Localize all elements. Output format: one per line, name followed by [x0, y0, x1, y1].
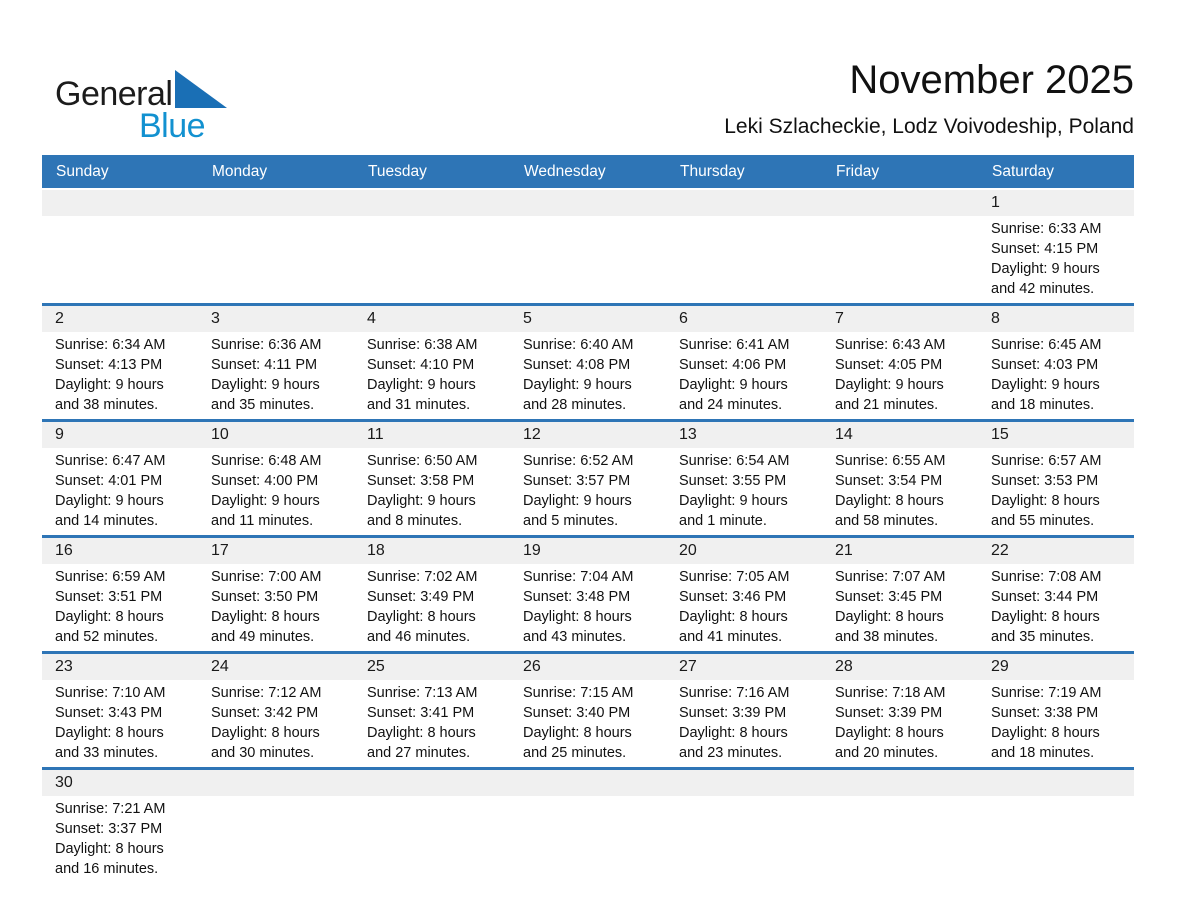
sunrise-text: Sunrise: 6:41 AM	[679, 337, 790, 353]
daylight-text: Daylight: 9 hours and 28 minutes.	[523, 377, 632, 413]
sunset-text: Sunset: 3:48 PM	[523, 589, 631, 605]
day-cell-21	[822, 538, 978, 651]
day-cell-empty	[666, 190, 822, 303]
sunset-text: Sunset: 3:39 PM	[835, 705, 943, 721]
sunrise-text: Sunrise: 7:07 AM	[835, 569, 946, 585]
day-cell-26	[510, 654, 666, 767]
day-details	[510, 448, 666, 535]
day-cell-2	[42, 306, 198, 419]
day-number: 16	[42, 538, 198, 564]
day-number-empty	[354, 770, 510, 796]
day-number: 12	[510, 422, 666, 448]
day-details	[354, 332, 510, 419]
day-cell-7	[822, 306, 978, 419]
week-row	[42, 654, 1134, 770]
day-details	[666, 216, 822, 296]
sunset-text: Sunset: 3:50 PM	[211, 589, 319, 605]
day-cell-4	[354, 306, 510, 419]
day-details	[666, 796, 822, 876]
day-number-empty	[978, 770, 1134, 796]
day-details	[822, 216, 978, 296]
day-details	[822, 448, 978, 535]
sunset-text: Sunset: 4:01 PM	[55, 473, 163, 489]
day-details	[198, 332, 354, 419]
sunrise-text: Sunrise: 7:02 AM	[367, 569, 478, 585]
daylight-text: Daylight: 8 hours and 16 minutes.	[55, 841, 164, 877]
daylight-text: Daylight: 9 hours and 38 minutes.	[55, 377, 164, 413]
sunrise-text: Sunrise: 6:52 AM	[523, 453, 634, 469]
daylight-text: Daylight: 9 hours and 21 minutes.	[835, 377, 944, 413]
daylight-text: Daylight: 8 hours and 55 minutes.	[991, 493, 1100, 529]
general-blue-logo	[55, 68, 227, 146]
day-number: 1	[978, 190, 1134, 216]
day-details	[978, 564, 1134, 651]
day-cell-9	[42, 422, 198, 535]
day-number: 4	[354, 306, 510, 332]
sunset-text: Sunset: 4:00 PM	[211, 473, 319, 489]
daylight-text: Daylight: 9 hours and 5 minutes.	[523, 493, 632, 529]
sunrise-text: Sunrise: 7:21 AM	[55, 801, 166, 817]
day-details	[198, 448, 354, 535]
day-details	[198, 796, 354, 876]
weekday-thursday: Thursday	[680, 162, 745, 180]
daylight-text: Daylight: 8 hours and 27 minutes.	[367, 725, 476, 761]
day-details	[510, 332, 666, 419]
day-cell-empty	[198, 770, 354, 883]
daylight-text: Daylight: 8 hours and 33 minutes.	[55, 725, 164, 761]
sunset-text: Sunset: 3:53 PM	[991, 473, 1099, 489]
daylight-text: Daylight: 9 hours and 18 minutes.	[991, 377, 1100, 413]
sunrise-text: Sunrise: 6:38 AM	[367, 337, 478, 353]
day-cell-13	[666, 422, 822, 535]
sunset-text: Sunset: 4:05 PM	[835, 357, 943, 373]
day-details	[42, 564, 198, 651]
weekday-monday: Monday	[212, 162, 268, 180]
day-number: 5	[510, 306, 666, 332]
daylight-text: Daylight: 9 hours and 35 minutes.	[211, 377, 320, 413]
week-row	[42, 306, 1134, 422]
sunset-text: Sunset: 4:10 PM	[367, 357, 475, 373]
weekday-sunday: Sunday	[56, 162, 109, 180]
day-cell-6	[666, 306, 822, 419]
week-row	[42, 770, 1134, 883]
sunset-text: Sunset: 3:39 PM	[679, 705, 787, 721]
day-details	[978, 448, 1134, 535]
sunrise-text: Sunrise: 6:45 AM	[991, 337, 1102, 353]
day-cell-5	[510, 306, 666, 419]
day-details	[354, 216, 510, 296]
day-details	[978, 332, 1134, 419]
day-details	[666, 332, 822, 419]
day-number: 24	[198, 654, 354, 680]
weekday-saturday: Saturday	[992, 162, 1055, 180]
day-details	[198, 216, 354, 296]
sunset-text: Sunset: 3:41 PM	[367, 705, 475, 721]
day-cell-empty	[822, 770, 978, 883]
day-number-empty	[198, 770, 354, 796]
sunrise-text: Sunrise: 6:40 AM	[523, 337, 634, 353]
day-cell-10	[198, 422, 354, 535]
day-cell-22	[978, 538, 1134, 651]
day-details	[822, 332, 978, 419]
day-number-empty	[354, 190, 510, 216]
weekday-friday: Friday	[836, 162, 880, 180]
sunset-text: Sunset: 3:54 PM	[835, 473, 943, 489]
day-cell-15	[978, 422, 1134, 535]
day-details	[354, 796, 510, 876]
sunrise-text: Sunrise: 6:34 AM	[55, 337, 166, 353]
day-number-empty	[666, 770, 822, 796]
sunrise-text: Sunrise: 7:12 AM	[211, 685, 322, 701]
sunrise-text: Sunrise: 6:59 AM	[55, 569, 166, 585]
day-details	[510, 564, 666, 651]
location-subtitle: Leki Szlacheckie, Lodz Voivodeship, Poland	[724, 115, 1134, 138]
week-row	[42, 422, 1134, 538]
daylight-text: Daylight: 9 hours and 1 minute.	[679, 493, 788, 529]
logo-text-general: General	[55, 75, 173, 113]
day-cell-1	[978, 190, 1134, 303]
day-details	[978, 680, 1134, 767]
day-number-empty	[822, 190, 978, 216]
daylight-text: Daylight: 8 hours and 20 minutes.	[835, 725, 944, 761]
day-number: 10	[198, 422, 354, 448]
sunset-text: Sunset: 4:06 PM	[679, 357, 787, 373]
day-cell-empty	[822, 190, 978, 303]
day-cell-24	[198, 654, 354, 767]
daylight-text: Daylight: 9 hours and 24 minutes.	[679, 377, 788, 413]
day-cell-11	[354, 422, 510, 535]
day-details	[198, 680, 354, 767]
day-cell-14	[822, 422, 978, 535]
day-cell-18	[354, 538, 510, 651]
daylight-text: Daylight: 8 hours and 43 minutes.	[523, 609, 632, 645]
day-number: 22	[978, 538, 1134, 564]
sunset-text: Sunset: 3:44 PM	[991, 589, 1099, 605]
day-details	[42, 680, 198, 767]
day-cell-12	[510, 422, 666, 535]
day-number: 18	[354, 538, 510, 564]
sunrise-text: Sunrise: 6:50 AM	[367, 453, 478, 469]
day-details	[42, 448, 198, 535]
day-number: 3	[198, 306, 354, 332]
sunset-text: Sunset: 3:38 PM	[991, 705, 1099, 721]
day-number-empty	[198, 190, 354, 216]
weekday-header-row	[42, 155, 1134, 188]
sunset-text: Sunset: 3:42 PM	[211, 705, 319, 721]
day-details	[510, 216, 666, 296]
day-cell-16	[42, 538, 198, 651]
day-number-empty	[822, 770, 978, 796]
day-number: 17	[198, 538, 354, 564]
day-number: 2	[42, 306, 198, 332]
daylight-text: Daylight: 8 hours and 38 minutes.	[835, 609, 944, 645]
week-row	[42, 538, 1134, 654]
day-cell-28	[822, 654, 978, 767]
sunrise-text: Sunrise: 7:00 AM	[211, 569, 322, 585]
day-number: 11	[354, 422, 510, 448]
day-details	[354, 564, 510, 651]
sunrise-text: Sunrise: 7:13 AM	[367, 685, 478, 701]
sunset-text: Sunset: 4:08 PM	[523, 357, 631, 373]
day-number: 27	[666, 654, 822, 680]
sunset-text: Sunset: 3:57 PM	[523, 473, 631, 489]
day-number: 26	[510, 654, 666, 680]
day-number: 23	[42, 654, 198, 680]
daylight-text: Daylight: 9 hours and 8 minutes.	[367, 493, 476, 529]
week-row	[42, 190, 1134, 306]
day-cell-empty	[354, 190, 510, 303]
sunrise-text: Sunrise: 6:48 AM	[211, 453, 322, 469]
day-number: 14	[822, 422, 978, 448]
daylight-text: Daylight: 8 hours and 35 minutes.	[991, 609, 1100, 645]
day-number: 8	[978, 306, 1134, 332]
daylight-text: Daylight: 8 hours and 25 minutes.	[523, 725, 632, 761]
day-number: 25	[354, 654, 510, 680]
month-calendar	[42, 155, 1134, 883]
sunset-text: Sunset: 3:55 PM	[679, 473, 787, 489]
logo-text-blue: Blue	[139, 107, 206, 145]
daylight-text: Daylight: 8 hours and 23 minutes.	[679, 725, 788, 761]
sunrise-text: Sunrise: 6:57 AM	[991, 453, 1102, 469]
day-details	[978, 796, 1134, 876]
day-cell-27	[666, 654, 822, 767]
daylight-text: Daylight: 8 hours and 18 minutes.	[991, 725, 1100, 761]
sunset-text: Sunset: 3:49 PM	[367, 589, 475, 605]
day-details	[42, 796, 198, 883]
sunrise-text: Sunrise: 7:04 AM	[523, 569, 634, 585]
sunrise-text: Sunrise: 6:33 AM	[991, 221, 1102, 237]
day-details	[42, 216, 198, 296]
day-details	[510, 680, 666, 767]
day-cell-empty	[510, 770, 666, 883]
day-cell-empty	[354, 770, 510, 883]
day-cell-25	[354, 654, 510, 767]
day-cell-8	[978, 306, 1134, 419]
sunrise-text: Sunrise: 7:16 AM	[679, 685, 790, 701]
sunrise-text: Sunrise: 7:10 AM	[55, 685, 166, 701]
daylight-text: Daylight: 8 hours and 49 minutes.	[211, 609, 320, 645]
day-cell-empty	[510, 190, 666, 303]
day-number-empty	[666, 190, 822, 216]
day-cell-17	[198, 538, 354, 651]
sunset-text: Sunset: 3:37 PM	[55, 821, 163, 837]
day-details	[666, 564, 822, 651]
day-cell-empty	[198, 190, 354, 303]
daylight-text: Daylight: 8 hours and 52 minutes.	[55, 609, 164, 645]
day-details	[978, 216, 1134, 303]
day-details	[822, 564, 978, 651]
day-number: 19	[510, 538, 666, 564]
sunrise-text: Sunrise: 6:55 AM	[835, 453, 946, 469]
day-number: 29	[978, 654, 1134, 680]
sunset-text: Sunset: 4:03 PM	[991, 357, 1099, 373]
day-number: 30	[42, 770, 198, 796]
sunset-text: Sunset: 3:58 PM	[367, 473, 475, 489]
page-title: November 2025	[849, 58, 1134, 102]
day-details	[666, 680, 822, 767]
day-details	[822, 796, 978, 876]
sunset-text: Sunset: 4:11 PM	[211, 357, 318, 373]
day-cell-29	[978, 654, 1134, 767]
sunset-text: Sunset: 3:40 PM	[523, 705, 631, 721]
day-details	[666, 448, 822, 535]
day-cell-empty	[978, 770, 1134, 883]
day-details	[42, 332, 198, 419]
daylight-text: Daylight: 9 hours and 11 minutes.	[211, 493, 320, 529]
sunrise-text: Sunrise: 7:05 AM	[679, 569, 790, 585]
sunrise-text: Sunrise: 7:18 AM	[835, 685, 946, 701]
daylight-text: Daylight: 9 hours and 14 minutes.	[55, 493, 164, 529]
day-number: 7	[822, 306, 978, 332]
sunrise-text: Sunrise: 6:43 AM	[835, 337, 946, 353]
day-cell-23	[42, 654, 198, 767]
day-number: 21	[822, 538, 978, 564]
sunrise-text: Sunrise: 7:19 AM	[991, 685, 1102, 701]
weekday-tuesday: Tuesday	[368, 162, 427, 180]
day-cell-30	[42, 770, 198, 883]
day-number-empty	[510, 770, 666, 796]
daylight-text: Daylight: 9 hours and 31 minutes.	[367, 377, 476, 413]
weeks-container	[42, 190, 1134, 883]
day-cell-empty	[666, 770, 822, 883]
day-number: 20	[666, 538, 822, 564]
sunset-text: Sunset: 3:46 PM	[679, 589, 787, 605]
daylight-text: Daylight: 9 hours and 42 minutes.	[991, 261, 1100, 297]
day-cell-19	[510, 538, 666, 651]
day-cell-empty	[42, 190, 198, 303]
day-number: 13	[666, 422, 822, 448]
sunrise-text: Sunrise: 6:36 AM	[211, 337, 322, 353]
day-number-empty	[510, 190, 666, 216]
day-number: 6	[666, 306, 822, 332]
sunrise-text: Sunrise: 7:08 AM	[991, 569, 1102, 585]
day-details	[354, 448, 510, 535]
day-details	[510, 796, 666, 876]
day-cell-3	[198, 306, 354, 419]
daylight-text: Daylight: 8 hours and 41 minutes.	[679, 609, 788, 645]
sunset-text: Sunset: 3:43 PM	[55, 705, 163, 721]
day-details	[354, 680, 510, 767]
sunrise-text: Sunrise: 7:15 AM	[523, 685, 634, 701]
day-details	[822, 680, 978, 767]
day-cell-20	[666, 538, 822, 651]
daylight-text: Daylight: 8 hours and 46 minutes.	[367, 609, 476, 645]
daylight-text: Daylight: 8 hours and 30 minutes.	[211, 725, 320, 761]
day-number-empty	[42, 190, 198, 216]
sunrise-text: Sunrise: 6:47 AM	[55, 453, 166, 469]
sunset-text: Sunset: 4:13 PM	[55, 357, 163, 373]
day-number: 28	[822, 654, 978, 680]
day-number: 9	[42, 422, 198, 448]
sunset-text: Sunset: 3:45 PM	[835, 589, 943, 605]
sunset-text: Sunset: 4:15 PM	[991, 241, 1099, 257]
day-number: 15	[978, 422, 1134, 448]
sunset-text: Sunset: 3:51 PM	[55, 589, 163, 605]
day-details	[198, 564, 354, 651]
weekday-wednesday: Wednesday	[524, 162, 606, 180]
daylight-text: Daylight: 8 hours and 58 minutes.	[835, 493, 944, 529]
sunrise-text: Sunrise: 6:54 AM	[679, 453, 790, 469]
